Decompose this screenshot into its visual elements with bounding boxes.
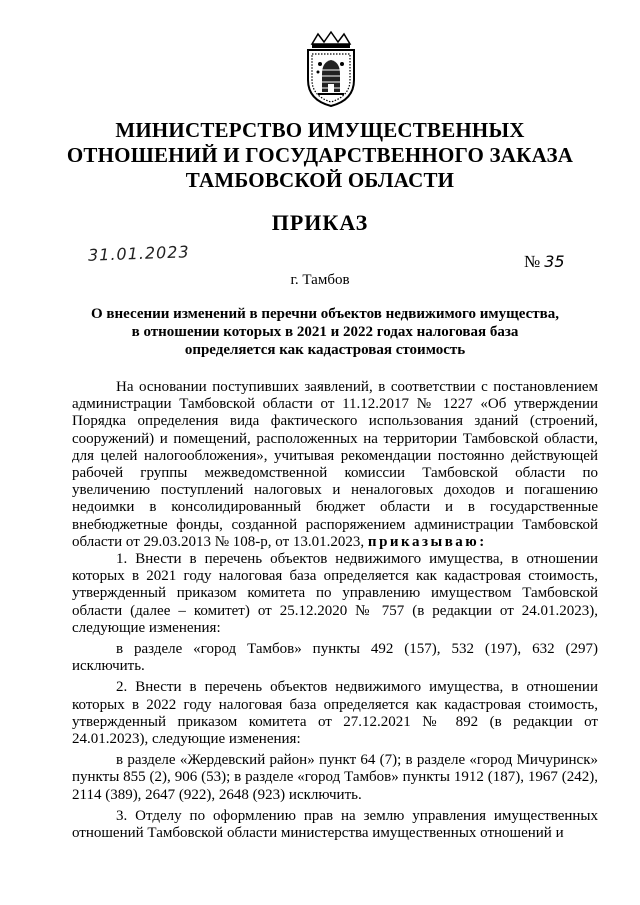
handwritten-date: 31.01.2023 bbox=[87, 242, 190, 265]
subject-line: О внесении изменений в перечни объектов недвижимого имущества, bbox=[91, 306, 559, 322]
item-2-paragraph: 2. Внести в перечень объектов недвижимого имущества, в отношении которых в 2022 году налоговая база определяется как кадастровая стоимость, утвержденный приказом комитета от 27.12.2021 № 892 (в редакции от 24.01.2023), следующие изменения: bbox=[72, 679, 598, 748]
ministry-line: ОТНОШЕНИЙ И ГОСУДАРСТВЕННОГО ЗАКАЗА bbox=[66, 143, 574, 167]
item-3-paragraph: 3. Отделу по оформлению прав на землю управления имущественных отношений Тамбовской области министерства имущественных отношений и bbox=[72, 807, 598, 842]
city-line: г. Тамбов bbox=[290, 272, 350, 288]
ministry-line: МИНИСТЕРСТВО ИМУЩЕСТВЕННЫХ bbox=[115, 118, 525, 142]
document-number bbox=[524, 252, 565, 272]
preamble-text: На основании поступивших заявлений, в соответствии с постановлением администрации Тамбовской области от 11.12.2017 № 1227 «Об утверждении Порядка определения вида фактического использования зданий (строений, сооружений) и помещений, расположенных на территории Тамбовской области, для целей налогообложения», учитывая рекомендации постоянно действующей рабочей группы межведомственной комиссии Тамбовской области по увеличению поступлений налоговых и неналоговых доходов и погашению недоимки в консолидированный бюджет области и в государственные внебюджетные фонды, созданной распоряжением администрации Тамбовской области от 29.03.2013 № 108-р, от 13.01.2023, bbox=[72, 379, 598, 550]
handwritten-number: 35 bbox=[544, 252, 565, 271]
preamble-paragraph bbox=[72, 379, 598, 551]
order-body bbox=[72, 379, 598, 842]
subject-line: определяется как кадастровая стоимость bbox=[184, 342, 466, 358]
coat-of-arms-icon bbox=[300, 30, 362, 108]
item-1-sub-paragraph: в разделе «город Тамбов» пункты 492 (157), 532 (197), 632 (297) исключить. bbox=[72, 641, 598, 675]
item-1-paragraph: 1. Внести в перечень объектов недвижимого имущества, в отношении которых в 2021 году налоговая база определяется как кадастровая стоимость, утвержденный приказом комитета по управлению имуществом Тамбовской области (далее – комитет) от 25.12.2020 № 757 (в редакции от 24.01.2023), следующие изменения: bbox=[72, 551, 598, 636]
order-word: приказываю: bbox=[367, 533, 487, 550]
document-type-title: ПРИКАЗ bbox=[271, 210, 369, 235]
order-subject bbox=[60, 305, 590, 359]
number-prefix: № bbox=[524, 252, 541, 271]
subject-line: в отношении которых в 2021 и 2022 годах налоговая база bbox=[131, 324, 519, 340]
ministry-line: ТАМБОВСКОЙ ОБЛАСТИ bbox=[185, 168, 455, 192]
item-2-sub-paragraph: в разделе «Жердевский район» пункт 64 (7); в разделе «город Мичуринск» пункты 855 (2), 906 (53); в разделе «город Тамбов» пункты 1912 (187), 1967 (242), 2114 (389), 2647 (922), 2648 (923) исключить. bbox=[72, 752, 598, 803]
ministry-name bbox=[20, 118, 620, 193]
